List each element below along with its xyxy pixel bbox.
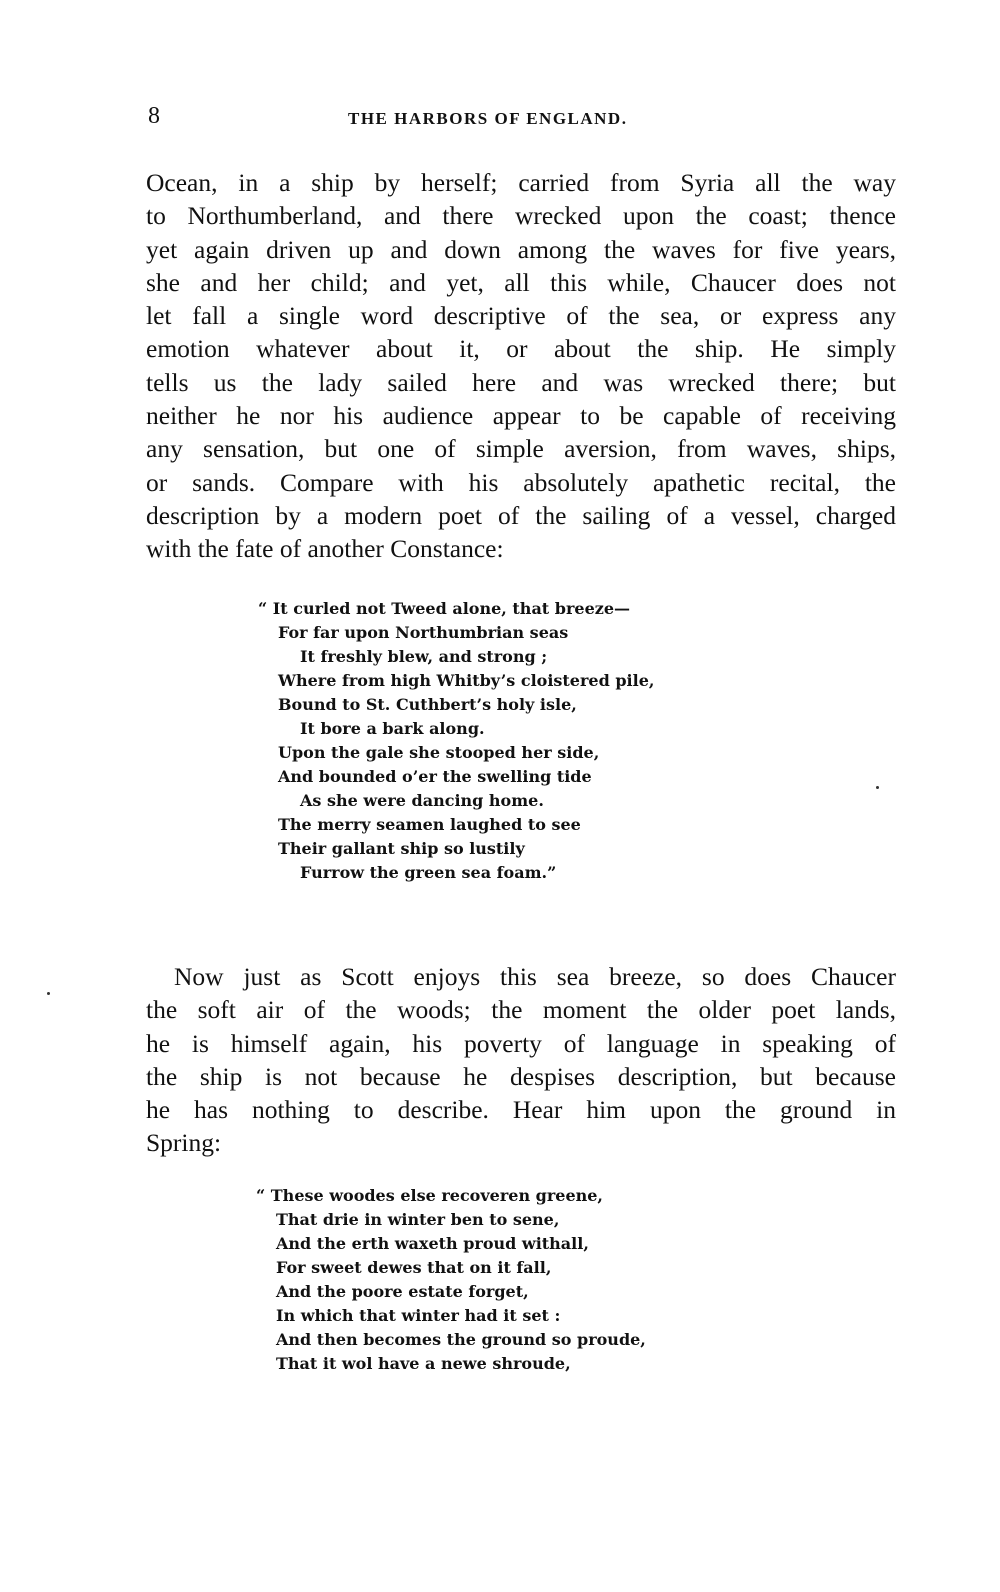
- verse-line: For far upon Northumbrian seas: [278, 623, 569, 642]
- verse-line: It bore a bark along.: [300, 719, 485, 738]
- text-line: yet again driven up and down among the waves for five years,: [146, 234, 896, 264]
- verse-line: Furrow the green sea foam.”: [300, 863, 557, 882]
- verse-line: And bounded o’er the swelling tide: [278, 767, 592, 786]
- text-line: to Northumberland, and there wrecked upon the coast; thence: [146, 201, 896, 231]
- verse-line: “ It curled not Tweed alone, that breeze—: [258, 599, 631, 618]
- verse-line: Where from high Whitby’s cloistered pile,: [278, 671, 655, 690]
- scan-speck: [47, 992, 50, 995]
- verse-line: And the erth waxeth proud withall,: [276, 1234, 589, 1253]
- text-line: the soft air of the woods; the moment the older poet lands,: [146, 995, 896, 1025]
- verse-line: And then becomes the ground so proude,: [276, 1330, 646, 1349]
- text-line: he has nothing to describe. Hear him upon the ground in: [146, 1095, 896, 1125]
- scan-speck: [876, 786, 879, 789]
- verse-line: And the poore estate forget,: [276, 1282, 529, 1301]
- verse-line: For sweet dewes that on it fall,: [276, 1258, 552, 1277]
- text-line: emotion whatever about it, or about the ship. He simply: [146, 334, 896, 364]
- text-line: he is himself again, his poverty of language in speaking of: [146, 1028, 896, 1058]
- text-line: Ocean, in a ship by herself; carried from Syria all the way: [146, 168, 896, 197]
- paragraph-chaucer-constance: [146, 166, 896, 566]
- text-line: let fall a single word descriptive of the sea, or express any: [146, 301, 896, 331]
- page-number: 8: [148, 103, 160, 129]
- verse-line: “ These woodes else recoveren greene,: [256, 1186, 603, 1205]
- verse-line: In which that winter had it set :: [276, 1306, 561, 1325]
- verse-line: It freshly blew, and strong ;: [300, 647, 548, 666]
- verse-line: Their gallant ship so lustily: [278, 839, 525, 858]
- verse-line: The merry seamen laughed to see: [278, 815, 581, 834]
- text-line: or sands. Compare with his absolutely apathetic recital, the: [146, 467, 896, 497]
- verse-line: That drie in winter ben to sene,: [276, 1210, 560, 1229]
- text-line: she and her child; and yet, all this while, Chaucer does not: [146, 267, 896, 297]
- text-line: with the fate of another Constance:: [146, 534, 504, 564]
- verse-line: As she were dancing home.: [300, 791, 544, 810]
- text-line: neither he nor his audience appear to be capable of receiving: [146, 401, 896, 431]
- text-line: Now just as Scott enjoys this sea breeze, so does Chaucer: [174, 962, 896, 991]
- verse-line: Upon the gale she stooped her side,: [278, 743, 600, 762]
- verse-quotation-scott: [258, 597, 655, 885]
- text-line: Spring:: [146, 1128, 222, 1158]
- text-line: any sensation, but one of simple aversion, from waves, ships,: [146, 434, 896, 464]
- text-line: description by a modern poet of the sailing of a vessel, charged: [146, 500, 896, 530]
- text-line: the ship is not because he despises description, but because: [146, 1061, 896, 1091]
- verse-line: Bound to St. Cuthbert’s holy isle,: [278, 695, 577, 714]
- running-head: THE HARBORS OF ENGLAND.: [348, 109, 628, 128]
- verse-quotation-chaucer: [256, 1184, 646, 1376]
- text-line: tells us the lady sailed here and was wrecked there; but: [146, 367, 896, 397]
- verse-line: That it wol have a newe shroude,: [276, 1354, 571, 1373]
- page-header: [148, 103, 898, 133]
- paragraph-scott-chaucer: [146, 960, 896, 1160]
